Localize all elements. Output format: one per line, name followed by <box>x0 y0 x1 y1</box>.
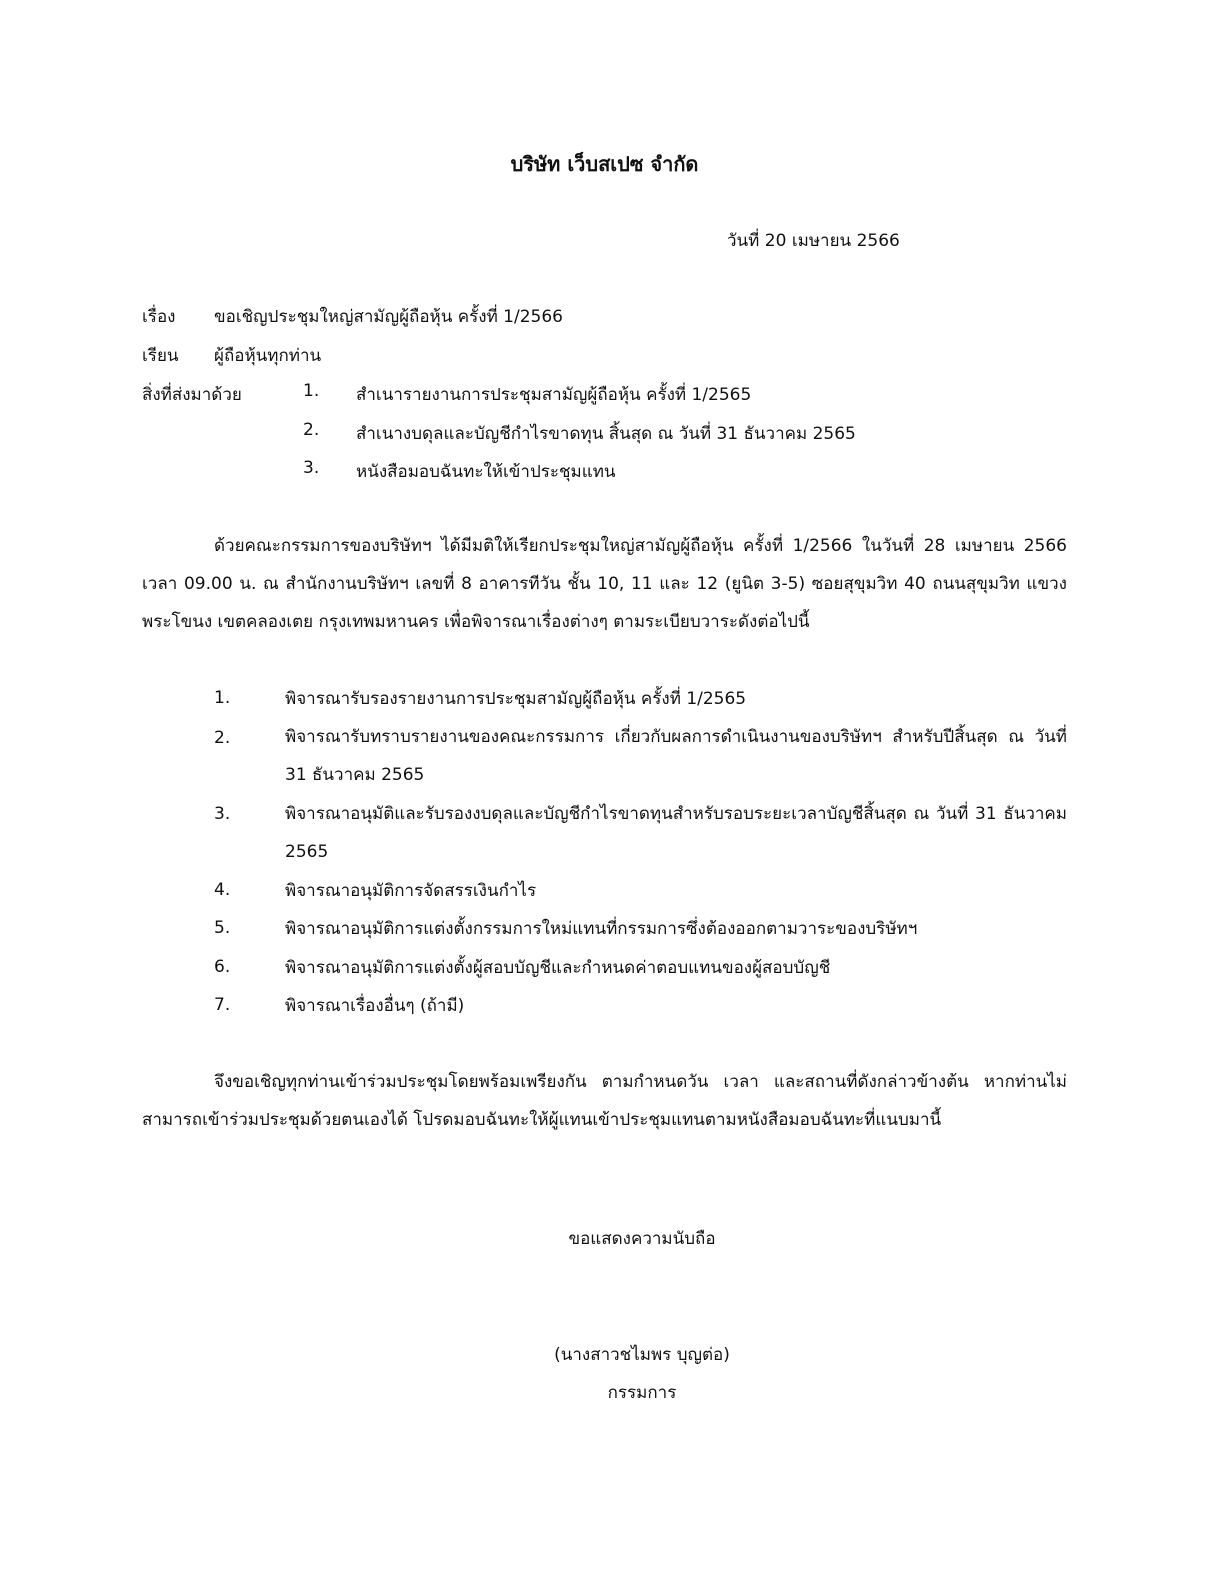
enclosure-number: 1. <box>303 381 320 401</box>
recipient-label: เรียน <box>142 346 179 366</box>
enclosure-number: 3. <box>303 458 320 478</box>
agenda-number: 6. <box>214 957 231 977</box>
enclosure-item: สำเนางบดุลและบัญชีกำไรขาดทุน สิ้นสุด ณ วันที่ 31 ธันวาคม 2565 <box>356 424 856 444</box>
closing-regards: ขอแสดงความนับถือ <box>568 1229 716 1249</box>
subject-text: ขอเชิญประชุมใหญ่สามัญผู้ถือหุ้น ครั้งที่ 1/2566 <box>214 307 563 327</box>
agenda-number: 2. <box>214 728 231 748</box>
subject-label: เรื่อง <box>142 307 176 327</box>
agenda-number: 5. <box>214 918 231 938</box>
agenda-item: พิจารณาเรื่องอื่นๆ (ถ้ามี) <box>285 996 465 1016</box>
signatory-name: (นางสาวชไมพร บุญต่อ) <box>554 1345 730 1365</box>
letter-date: วันที่ 20 เมษายน 2566 <box>727 231 900 251</box>
agenda-number: 1. <box>214 688 231 708</box>
agenda-item: พิจารณาอนุมัติการจัดสรรเงินกำไร <box>285 881 537 901</box>
intro-paragraph: ด้วยคณะกรรมการของบริษัทฯ ได้มีมติให้เรียกประชุมใหญ่สามัญผู้ถือหุ้น ครั้งที่ 1/2566 ในวันที่ 28 เมษายน 2566 เวลา 09.00 น. ณ สำนักงานบริษัทฯ เลขที่ 8 อาคารทีวัน ชั้น 10, 11 และ 12 (ยูนิต 3-5) ซอยสุขุมวิท 40 ถนนสุขุมวิท แขวงพระโขนง เขตคลองเตย กรุงเทพมหานคร เพื่อพิจารณาเรื่องต่างๆ ตามระเบียบวาระดังต่อไปนี้ <box>142 536 1067 632</box>
agenda-number: 4. <box>214 880 231 900</box>
agenda-item: พิจารณารับรองรายงานการประชุมสามัญผู้ถือหุ้น ครั้งที่ 1/2565 <box>285 689 747 709</box>
agenda-item: พิจารณาอนุมัติการแต่งตั้งผู้สอบบัญชีและกำหนดค่าตอบแทนของผู้สอบบัญชี <box>285 958 831 978</box>
enclosure-item: สำเนารายงานการประชุมสามัญผู้ถือหุ้น ครั้งที่ 1/2565 <box>356 385 752 405</box>
signatory-position: กรรมการ <box>607 1383 677 1403</box>
enclosures-label: สิ่งที่ส่งมาด้วย <box>142 385 242 405</box>
agenda-item: พิจารณาอนุมัติและรับรองงบดุลและบัญชีกำไรขาดทุนสำหรับรอบระยะเวลาบัญชีสิ้นสุด ณ วันที่ 31 ธันวาคม 2565 <box>285 804 1067 862</box>
agenda-item: พิจารณารับทราบรายงานของคณะกรรมการ เกี่ยวกับผลการดำเนินงานของบริษัทฯ สำหรับปีสิ้นสุด ณ วันที่ 31 ธันวาคม 2565 <box>285 727 1067 785</box>
recipient-text: ผู้ถือหุ้นทุกท่าน <box>214 346 322 366</box>
agenda-number: 7. <box>214 995 231 1015</box>
enclosure-number: 2. <box>303 420 320 440</box>
agenda-item: พิจารณาอนุมัติการแต่งตั้งกรรมการใหม่แทนที่กรรมการซึ่งต้องออกตามวาระของบริษัทฯ <box>285 919 918 939</box>
agenda-number: 3. <box>214 804 231 824</box>
enclosure-item: หนังสือมอบฉันทะให้เข้าประชุมแทน <box>356 462 616 482</box>
company-name: บริษัท เว็บสเปซ จำกัด <box>510 152 699 176</box>
closing-paragraph: จึงขอเชิญทุกท่านเข้าร่วมประชุมโดยพร้อมเพรียงกัน ตามกำหนดวัน เวลา และสถานที่ดังกล่าวข้างต้น หากท่านไม่สามารถเข้าร่วมประชุมด้วยตนเองได้ โปรดมอบฉันทะให้ผู้แทนเข้าประชุมแทนตามหนังสือมอบฉันทะที่แนบมานี้ <box>142 1072 1067 1130</box>
